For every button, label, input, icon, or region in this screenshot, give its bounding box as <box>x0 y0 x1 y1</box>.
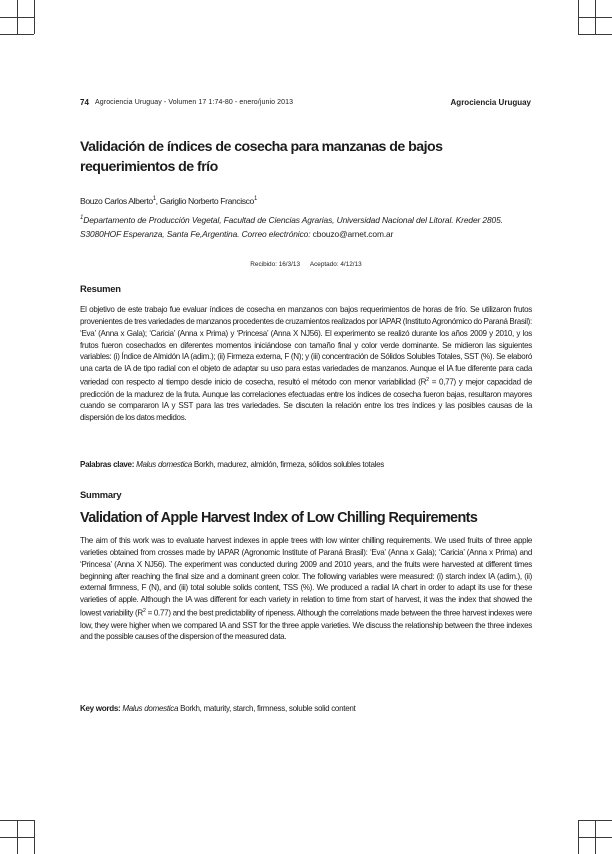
running-header <box>80 98 531 112</box>
english-title: Validation of Apple Harvest Index of Low Chilling Requirements <box>80 510 478 526</box>
author-name: Gariglio Norberto Francisco <box>159 196 254 206</box>
author-name: Bouzo Carlos Alberto <box>80 196 153 206</box>
superscript: 2 <box>426 377 429 384</box>
keywords-label: Key words: <box>80 704 121 713</box>
keywords-terms: Borkh, madurez, almidón, firmeza, sólidos solubles totales <box>191 460 385 469</box>
crop-mark-bottom-left-v <box>34 820 35 854</box>
affiliation-mark: 1 <box>152 196 156 203</box>
keywords-terms: Borkh, maturity, starch, firmness, soluble solid content <box>178 704 356 713</box>
crop-mark-top-left-v <box>34 0 35 34</box>
crop-mark-top-right-h2 <box>578 17 612 18</box>
resumen-text-part: = 0,77) y mejor capacidad de predicción de la madurez de la fruta. Aunque las correlaciones efectuadas entre los índices de cosecha fueron bajas, resultaron mayores cuando se compararon IA y SST para las tres variedades. Se discuten la relación entre los tres índices y las posibles causas de la dispersión de los datos medidos. <box>80 377 532 423</box>
crop-mark-top-left-h <box>0 34 34 35</box>
summary-text-part: The aim of this work was to evaluate harvest indexes in apple trees with low winter chilling requirements. We used fruits of three apple varieties obtained from crosses made by IAPAR (Agronomic Institute of Paraná Brasil): ‘Eva’ (Anna x Gala); ‘Caricia’ (Anna x Prima) and ‘Princesa’ (Anna X NJ56). The experiment was conducted during 2009 and 2010 years, and the fruits were harvested at different times beginning after reaching the final size and a dominant green color. The following variables were measured: (i) starch index IA (adim.), (ii) external firmness, F (N), and (iii) total soluble solids content, TSS (%). We produced a radial IA chart in order to adapt its use for these varieties of apple. Although the IA was different for each variety in relation to time from start of harvest, it was the index that showed the lowest variability (R <box>80 536 532 618</box>
resumen-text <box>80 304 532 424</box>
crop-mark-bottom-left-h2 <box>0 837 34 838</box>
superscript: 2 <box>142 608 146 615</box>
species-name: Malus domestica <box>136 460 192 469</box>
accepted-date: Aceptado: 4/12/13 <box>309 261 362 268</box>
summary-text-part: = 0.77) and the best predictability of ripeness. Although the correlations made between the three harvest indexes were low, they were higher when we compared IA and SST for the three apple varieties. We discuss the relationship between the three indexes and the possible causes of the dispersion of the measured data. <box>80 608 533 642</box>
key-words <box>80 704 535 713</box>
received-date: Recibido: 16/3/13 <box>250 261 301 268</box>
journal-brand: Agrociencia Uruguay <box>450 98 531 107</box>
crop-mark-bottom-right-h2 <box>578 837 612 838</box>
author-list: Bouzo Carlos Alberto$^1$, Gariglio Norberto Francisco$^1$ <box>80 196 257 206</box>
summary-text <box>80 535 532 643</box>
article-title: Validación de índices de cosecha para manzanas de bajos requerimientos de frío <box>80 139 443 175</box>
resumen-text-part: El objetivo de este trabajo fue evaluar índices de cosecha en manzanos con bajos requerimientos de horas de frío. Se utilizaron frutos provenientes de tres variedades de manzanos procedentes de cruzamientos realizados por IAPAR (Instituto Agronómico do Paraná Brasil): ‘Eva’ (Anna x Gala); ‘Caricia’ (Anna x Prima) y ‘Princesa’ (Anna X NJ56). El experimento se realizó durante los años 2009 y 2010, y los frutos fueron cosechados en diferentes momentos iniciándose con tamaño final y color verde dominante. Se midieron las siguientes variables: (i) Índice de Almidón IA (adim.); (ii) Firmeza externa, F (N); y (iii) concentración de Sólidos Solubles Totales, SST (%). Se elaboró una carta de IA de tipo radial con el objeto de adaptar su uso para estas variedades de manzanos. Aunque el IA fue diferente para cada variedad con respecto al tiempo desde inicio de cosecha, resultó el método con menor variabilidad (R <box>80 305 532 387</box>
page-number: 74 <box>80 98 89 107</box>
affiliation-mark: 1 <box>80 215 84 221</box>
crop-mark-top-left-h2 <box>0 17 34 18</box>
palabras-clave: Palabras clave: Malus domestica Borkh, madurez, almidón, firmeza, sólidos solubles totales <box>80 460 385 469</box>
crop-mark-top-right-h <box>578 34 612 35</box>
species-name: Malus domestica <box>122 704 179 713</box>
affiliation <box>80 211 535 241</box>
summary-heading: Summary <box>80 489 122 500</box>
affiliation-text: Departamento de Producción Vegetal, Facultad de Ciencias Agrarias, Universidad Nacional del Litoral. Kreder 2805. S3080HOF Esperanza, Santa Fe,Argentina. Correo electrónico: <box>80 214 503 239</box>
journal-citation: Agrociencia Uruguay - Volumen 17 1:74-80 - enero/junio 2013 <box>95 99 294 106</box>
submission-dates <box>0 261 612 268</box>
resumen-heading: Resumen <box>80 283 121 294</box>
email-address: cbouzo@arnet.com.ar <box>312 228 394 239</box>
affiliation-mark: 1 <box>253 196 257 203</box>
keywords-label: Palabras clave <box>80 460 132 469</box>
